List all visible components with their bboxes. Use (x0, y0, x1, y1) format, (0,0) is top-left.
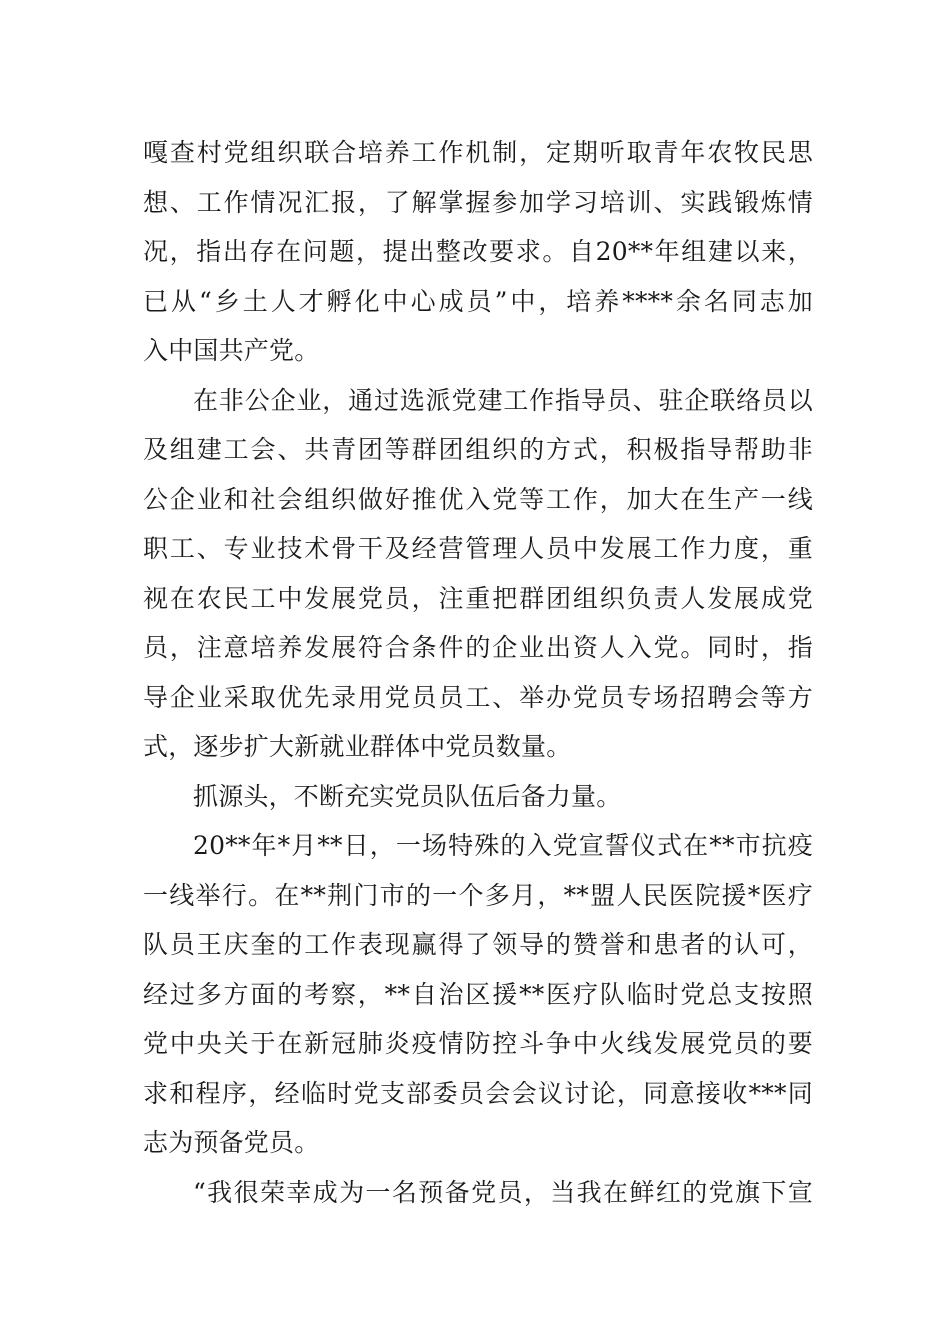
text-line: 嘎查村党组织联合培养工作机制，定期听取青年农牧民思 (143, 138, 813, 167)
text-line: 入中国共产党。 (143, 336, 320, 365)
text-line: 已从“乡土人才孵化中心成员”中，培养****余名同志加 (143, 286, 813, 316)
text-line: “我很荣幸成为一名预备党员，当我在鲜红的党旗下宣 (193, 1177, 813, 1207)
text-line: 求和程序，经临时党支部委员会会议讨论，同意接收***同 (143, 1078, 813, 1108)
paragraph-2 (143, 376, 813, 772)
text-line: 队员王庆奎的工作表现赢得了领导的赞誉和患者的认可， (143, 930, 813, 959)
paragraph-5 (143, 1168, 813, 1218)
text-line: 况，指出存在问题，提出整改要求。自20**年组建以来， (143, 237, 813, 266)
document-body (143, 128, 813, 1217)
text-line: 公企业和社会组织做好推优入党等工作，加大在生产一线 (143, 484, 813, 514)
text-line: 经过多方面的考察，**自治区援**医疗队临时党总支按照 (143, 979, 813, 1009)
paragraph-1 (143, 128, 813, 376)
text-line: 式，逐步扩大新就业群体中党员数量。 (143, 732, 572, 761)
text-line: 职工、专业技术骨干及经营管理人员中发展工作力度，重 (143, 534, 813, 563)
section-heading: 抓源头，不断充实党员队伍后备力量。 (193, 781, 622, 811)
text-line: 一线举行。在**荆门市的一个多月，**盟人民医院援*医疗 (143, 880, 813, 910)
text-line: 及组建工会、共青团等群团组织的方式，积极指导帮助非 (143, 435, 813, 464)
text-line: 员，注意培养发展符合条件的企业出资人入党。同时，指 (143, 633, 813, 662)
text-line: 志为预备党员。 (143, 1128, 320, 1157)
paragraph-3 (143, 772, 813, 822)
text-line: 20**年*月**日，一场特殊的入党宣誓仪式在**市抗疫 (193, 831, 813, 860)
text-line: 视在农民工中发展党员，注重把群团组织负责人发展成党 (143, 583, 813, 613)
text-line: 在非公企业，通过选派党建工作指导员、驻企联络员以 (193, 385, 813, 415)
text-line: 导企业采取优先录用党员员工、举办党员专场招聘会等方 (143, 682, 813, 712)
text-line: 党中央关于在新冠肺炎疫情防控斗争中火线发展党员的要 (143, 1029, 813, 1058)
text-line: 想、工作情况汇报，了解掌握参加学习培训、实践锻炼情 (143, 187, 813, 217)
paragraph-4 (143, 821, 813, 1168)
